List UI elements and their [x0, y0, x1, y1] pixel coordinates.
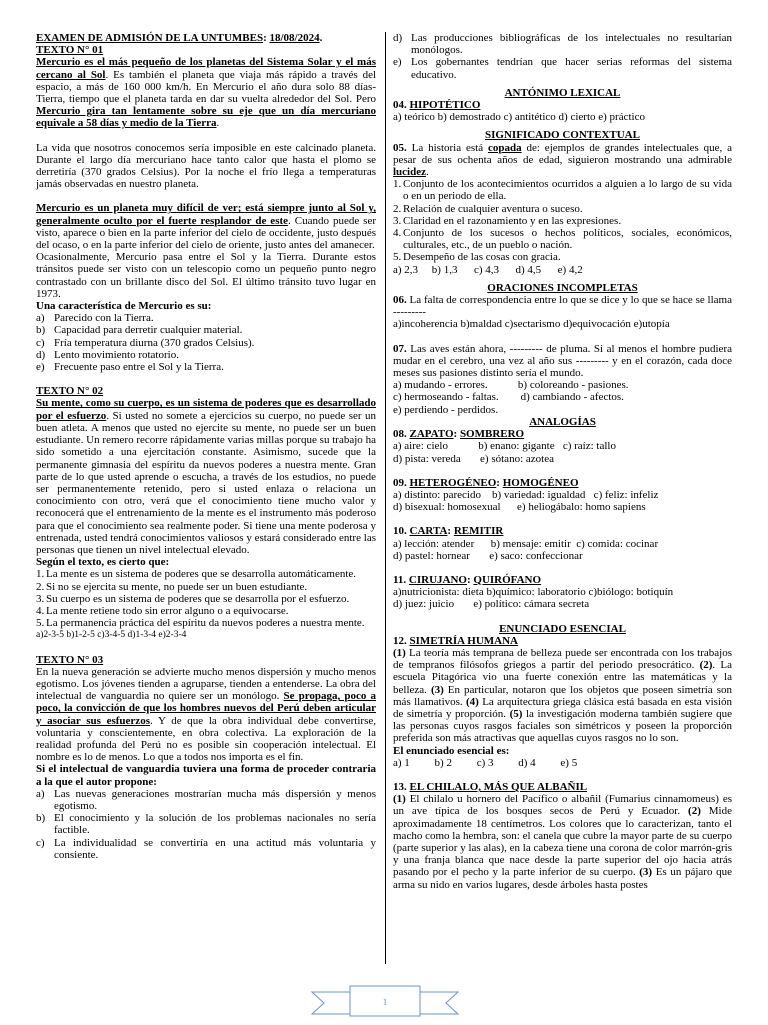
texto1-paragraph1: Mercurio es el más pequeño de los planetas del Sistema Solar y el más cercano al Sol. Es también el planeta que viaja más rápido a través del espacio, a más de 160 000 km/h. En Mercurio el año dura solo 88 días-Tierra, tiempo que el planeta tarda en dar su vuelta alrededor del Sol. Pero Mercurio gira tan lentamente sobre su eje que un día mercuriano equivale a 58 días y medio de la Tierra.	[36, 56, 377, 130]
q05-answers: a) 2,3 b) 1,3 c) 4,3 d) 4,5 e) 4,2	[393, 263, 583, 276]
option-text: Conjunto de los acontecimientos ocurridos a alguien a lo largo de su vida o en un periodo de ella.	[403, 178, 732, 203]
q06-options: a)incoherencia b)maldad c)sectarismo d)equivocación e)utopía	[393, 318, 670, 331]
option-marker: 5.	[36, 617, 45, 630]
option-item	[393, 251, 732, 263]
texto1-paragraph4: Ocasionalmente, Mercurio pasa entre el Sol y la Tierra. Durante estos tránsitos puede ser visto con un telescopio como un pequeño punto negro contrastado con un brillante disco del Sol. El último tránsito tuvo lugar en 1973.	[36, 251, 376, 300]
option-item	[36, 349, 376, 361]
page-number-ribbon	[310, 982, 460, 1020]
option-item	[393, 178, 732, 202]
oraciones-heading: ORACIONES INCOMPLETAS	[487, 281, 638, 294]
q07-option-row: e) perdiendo - perdidos.	[393, 403, 499, 416]
option-item	[36, 568, 376, 580]
q07-option-row: c) hermoseando - faltas. d) cambiando - afectos.	[393, 391, 624, 404]
texto1-paragraph3: Mercurio es un planeta muy difícil de ver; está siempre junto al Sol y, generalmente oculto por el fuerte resplandor de este. Cuando puede ser visto, aparece o bien en la parte inferior del cielo de occidente, justo después del ocaso, o en la parte inferior del cielo de oriente, justo antes del amanecer.	[36, 202, 377, 252]
option-item	[36, 605, 376, 617]
texto3-question: Si el intelectual de vanguardia tuviera una forma de proceder contraria a la que el autor propone:	[36, 763, 376, 788]
ribbon-left-tail	[312, 992, 352, 1014]
q04-options: a) teórico b) demostrado c) antitético d) cierto e) práctico	[393, 111, 645, 124]
texto1-paragraph2: La vida que nosotros conocemos sería imposible en este calcinado planeta. Durante el largo día mercuriano hace tanto calor que hasta el plomo se derretiría (370 grados Celsius). Por la noche el frío llega a temperaturas jamás observadas en nuestro planeta.	[36, 141, 376, 191]
option-item	[36, 337, 376, 349]
texto1-heading: TEXTO N° 01	[36, 44, 104, 57]
option-marker: a)	[36, 787, 45, 800]
q11-option-row: a)nutricionista: dieta b)químico: laboratorio c)biólogo: botiquín	[393, 586, 674, 599]
option-item	[36, 837, 376, 861]
option-item	[36, 593, 376, 605]
ribbon-right-tail	[418, 992, 458, 1014]
option-text: Fría temperatura diurna (370 grados Celsius).	[54, 336, 255, 349]
option-marker: 4.	[393, 227, 402, 240]
option-text: Las producciones bibliográficas de los intelectuales no resultarían monólogos.	[411, 32, 732, 57]
texto3-paragraph1: En la nueva generación se advierte mucho menos dispersión y mucho menos egotismo. Los jóvenes tienden a agruparse, tienden a entenderse. La obra del intelectual de vanguardia no quiere ser un monólogo. Se propaga, poco a poco, la convicción de que los hombres nuevos del Perú deben articular y asociar sus esfuerzos. Y de que la obra individual debe convertirse, voluntaria y conscientemente, en obra colectiva. La exploración de la realidad profunda del Perú no es posible sin cooperación intelectual. El nombre es lo de menos. Lo que a todos nos importa es el fin.	[36, 665, 376, 764]
q05-items	[393, 178, 732, 263]
option-item	[36, 581, 376, 593]
option-item	[36, 788, 376, 812]
option-marker: 2.	[36, 580, 45, 593]
exam-date: 18/08/2024	[269, 32, 320, 44]
option-item	[36, 361, 376, 373]
exam-title: EXAMEN DE ADMISIÓN DE LA UNTUMBES: 18/08/2024.	[36, 32, 323, 44]
option-text: Desempeño de las cosas con gracia.	[403, 251, 561, 264]
q11-option-row: d) juez: juicio e) político: cámara secreta	[393, 598, 590, 611]
option-marker: a)	[36, 312, 45, 325]
option-item	[36, 812, 376, 836]
option-marker: 3.	[36, 592, 45, 605]
option-text: Su cuerpo es un sistema de poderes que se desarrolla por el esfuerzo.	[46, 592, 350, 605]
q12-title: 12. SIMETRÍA HUMANA	[393, 634, 518, 647]
option-text: Relación de cualquier aventura o suceso.	[403, 202, 583, 215]
antonimo-heading: ANTÓNIMO LEXICAL	[504, 86, 621, 99]
q12-answers: a) 1 b) 2 c) 3 d) 4 e) 5	[393, 756, 578, 769]
q06-statement: 06. La falta de correspondencia entre lo que se dice y lo que se hace se llama ---------	[393, 294, 732, 319]
texto2-question: Según el texto, es cierto que:	[36, 556, 170, 569]
option-text: Capacidad para derretir cualquier material.	[54, 324, 243, 337]
option-marker: b)	[36, 812, 46, 825]
ribbon-graphic	[310, 982, 460, 1020]
q13-paragraph: (1) El chilalo u hornero del Pacífico o albañil (Fumarius cinnamomeus) es un ave típica de los bosques secos de Perú y Ecuador. (2) Mide aproximadamente 18 centímetros. Los colores que lo caracterizan, tanto el macho como la hembra, son: el canela que cubre la mayor parte de su cuerpo (parte superior y las alas), en la cabeza tiene una corona de color marrón-gris y una franja blanca que nace desde la parte superior del ojo hacia atrás pasando por el pecho y la parte inferior de su cuerpo. (3) Es un pájaro que arma su nido en varios lugares, desde árboles hasta postes	[393, 793, 733, 891]
option-marker: 5.	[393, 251, 402, 264]
option-marker: c)	[36, 336, 45, 349]
q10-option-row: d) pastel: hornear e) saco: confeccionar	[393, 549, 583, 562]
analogias-heading: ANALOGÍAS	[529, 415, 596, 428]
option-item	[393, 203, 732, 215]
q11-title: 11. CIRUJANO: QUIRÓFANO	[393, 573, 542, 586]
q12-paragraph: (1) La teoría más temprana de belleza puede ser encontrada con los trabajos de tempranos filósofos griegos a partir del periodo presocrático. (2). La escuela Pitagórica vio una fuerte conexión entre las matemáticas y la belleza. (3) En particular, notaron que los objetos que poseen simetría son más llamativos. (4) La arquitectura griega clásica está basada en esta visión de simetría y proporción. (5) la investigación moderna también sugiere que las personas cuyos rasgos faciales son simétricos y poseen la proporción preferida son más atractivas que aquellas cuyos rasgos no lo son.	[393, 646, 733, 745]
q08-option-row: d) pista: vereda e) sótano: azotea	[393, 452, 554, 465]
texto3-options	[36, 788, 376, 861]
option-marker: d)	[36, 348, 46, 361]
enunciado-heading: ENUNCIADO ESENCIAL	[499, 622, 626, 635]
q13-title: 13. EL CHILALO, MÁS QUE ALBAÑIL	[393, 780, 588, 793]
option-text: La mente retiene todo sin error alguno o a equivocarse.	[46, 604, 289, 617]
option-text: La permanencia práctica del espíritu da nuevos poderes a nuestra mente.	[46, 617, 365, 630]
q09-title: 09. HETEROGÉNEO: HOMOGÉNEO	[393, 476, 579, 489]
q07-option-row: a) mudando - errores. b) coloreando - pasiones.	[393, 379, 629, 392]
q10-title: 10. CARTA: REMITIR	[393, 525, 504, 538]
option-text: Conjunto de los sucesos o hechos políticos, sociales, económicos, culturales, etc., de un pueblo o nación.	[403, 227, 732, 252]
q09-option-row: a) distinto: parecido b) variedad: igualdad c) feliz: infeliz	[393, 488, 659, 501]
option-item	[36, 312, 376, 324]
texto2-paragraph1: Su mente, como su cuerpo, es un sistema de poderes que es desarrollado por el esfuerzo. Si usted no somete a ejercicios su cuerpo, no puede ser un buen atleta. A menos que usted no ejercite su mente, no puede ser un buen estudiante. Un remero recorre rápidamente varias millas porque su trabajo ha sido sometido a una ejercitación constante. Asimismo, sucede que la permanente gimnasia del espíritu da nuevos poderes a nuestra mente. Gran parte de lo que usted aprende o escucha, a través de los estudios, no puede ser permanentemente retenido, pero si usted enlaza o relaciona un conocimiento con otro, verá que el conocimiento tiene mucho valor y reconocerá que el entrenamiento de la mente es el instrumento más poderoso para que el conocimiento sea realmente poder. Si tiene una mente poderosa y entrenada, usted tendrá conocimientos valiosos y estará considerado entre las personas que tienen un nivel intelectual elevado.	[36, 397, 376, 556]
option-marker: d)	[393, 32, 403, 44]
option-text: Claridad en el razonamiento y en las expresiones.	[403, 214, 622, 227]
option-text: Frecuente paso entre el Sol y la Tierra.	[54, 361, 224, 374]
q12-question: El enunciado esencial es:	[393, 744, 510, 757]
texto2-heading: TEXTO N° 02	[36, 385, 104, 398]
option-text: La mente es un sistema de poderes que se desarrolla automáticamente.	[46, 568, 357, 581]
q07-statement: 07. Las aves están ahora, --------- de pluma. Si al menos el hombre pudiera mudar en el cerebro, una vez al año sus --------- y en el corazón, cada doce meses sus pasiones distinto sería el mundo.	[393, 342, 732, 380]
texto1-question: Una característica de Mercurio es su:	[36, 300, 212, 313]
left-column	[36, 32, 376, 861]
q08-title: 08. ZAPATO: SOMBRERO	[393, 428, 525, 441]
significado-heading: SIGNIFICADO CONTEXTUAL	[485, 129, 640, 142]
right-column	[393, 32, 732, 891]
option-item	[393, 227, 732, 251]
option-text: Lento movimiento rotatorio.	[54, 348, 179, 361]
option-text: Si no se ejercita su mente, no puede ser un buen estudiante.	[46, 580, 308, 593]
texto3-options-continued	[393, 32, 732, 81]
option-item	[393, 56, 732, 80]
option-marker: 4.	[36, 604, 45, 617]
option-item	[393, 32, 732, 56]
q09-option-row: d) bisexual: homosexual e) heliogábalo: homo sapiens	[393, 501, 646, 514]
option-text: Los gobernantes tendrían que hacer serias reformas del sistema educativo.	[411, 56, 732, 81]
option-text: La individualidad se convertiría en una actitud más voluntaria y consiente.	[54, 836, 376, 861]
texto1-options	[36, 312, 376, 373]
option-marker: 2.	[393, 202, 402, 215]
q10-option-row: a) lección: atender b) mensaje: emitir c) comida: cocinar	[393, 537, 659, 550]
option-item	[393, 215, 732, 227]
option-text: El conocimiento y la solución de los problemas nacionales no sería factible.	[54, 812, 376, 837]
q08-option-row: a) aire: cielo b) enano: gigante c) raíz: tallo	[393, 440, 616, 453]
option-item	[36, 324, 376, 336]
page-number: 1	[382, 997, 388, 1007]
option-text: Parecido con la Tierra.	[54, 312, 154, 325]
option-text: Las nuevas generaciones mostrarían mucha más dispersión y menos egotismo.	[54, 787, 376, 812]
texto2-items	[36, 568, 376, 629]
option-marker: b)	[36, 324, 46, 337]
option-marker: e)	[393, 56, 402, 69]
option-marker: 1.	[393, 178, 402, 191]
q05-statement: 05. La historia está copada de: ejemplos de grandes intelectuales que, a pesar de sus ochenta años de edad, siguieron mostrando una admirable lucidez.	[393, 141, 733, 179]
option-marker: 1.	[36, 568, 45, 581]
option-marker: c)	[36, 836, 45, 849]
texto2-answers: a)2-3-5 b)1-2-5 c)3-4-5 d)1-3-4 e)2-3-4	[36, 630, 187, 641]
option-marker: 3.	[393, 214, 402, 227]
option-marker: e)	[36, 361, 45, 374]
q04-title: 04. HIPOTÉTICO	[393, 99, 481, 112]
column-divider	[385, 32, 386, 964]
option-item	[36, 617, 376, 629]
texto3-heading: TEXTO N° 03	[36, 653, 104, 666]
